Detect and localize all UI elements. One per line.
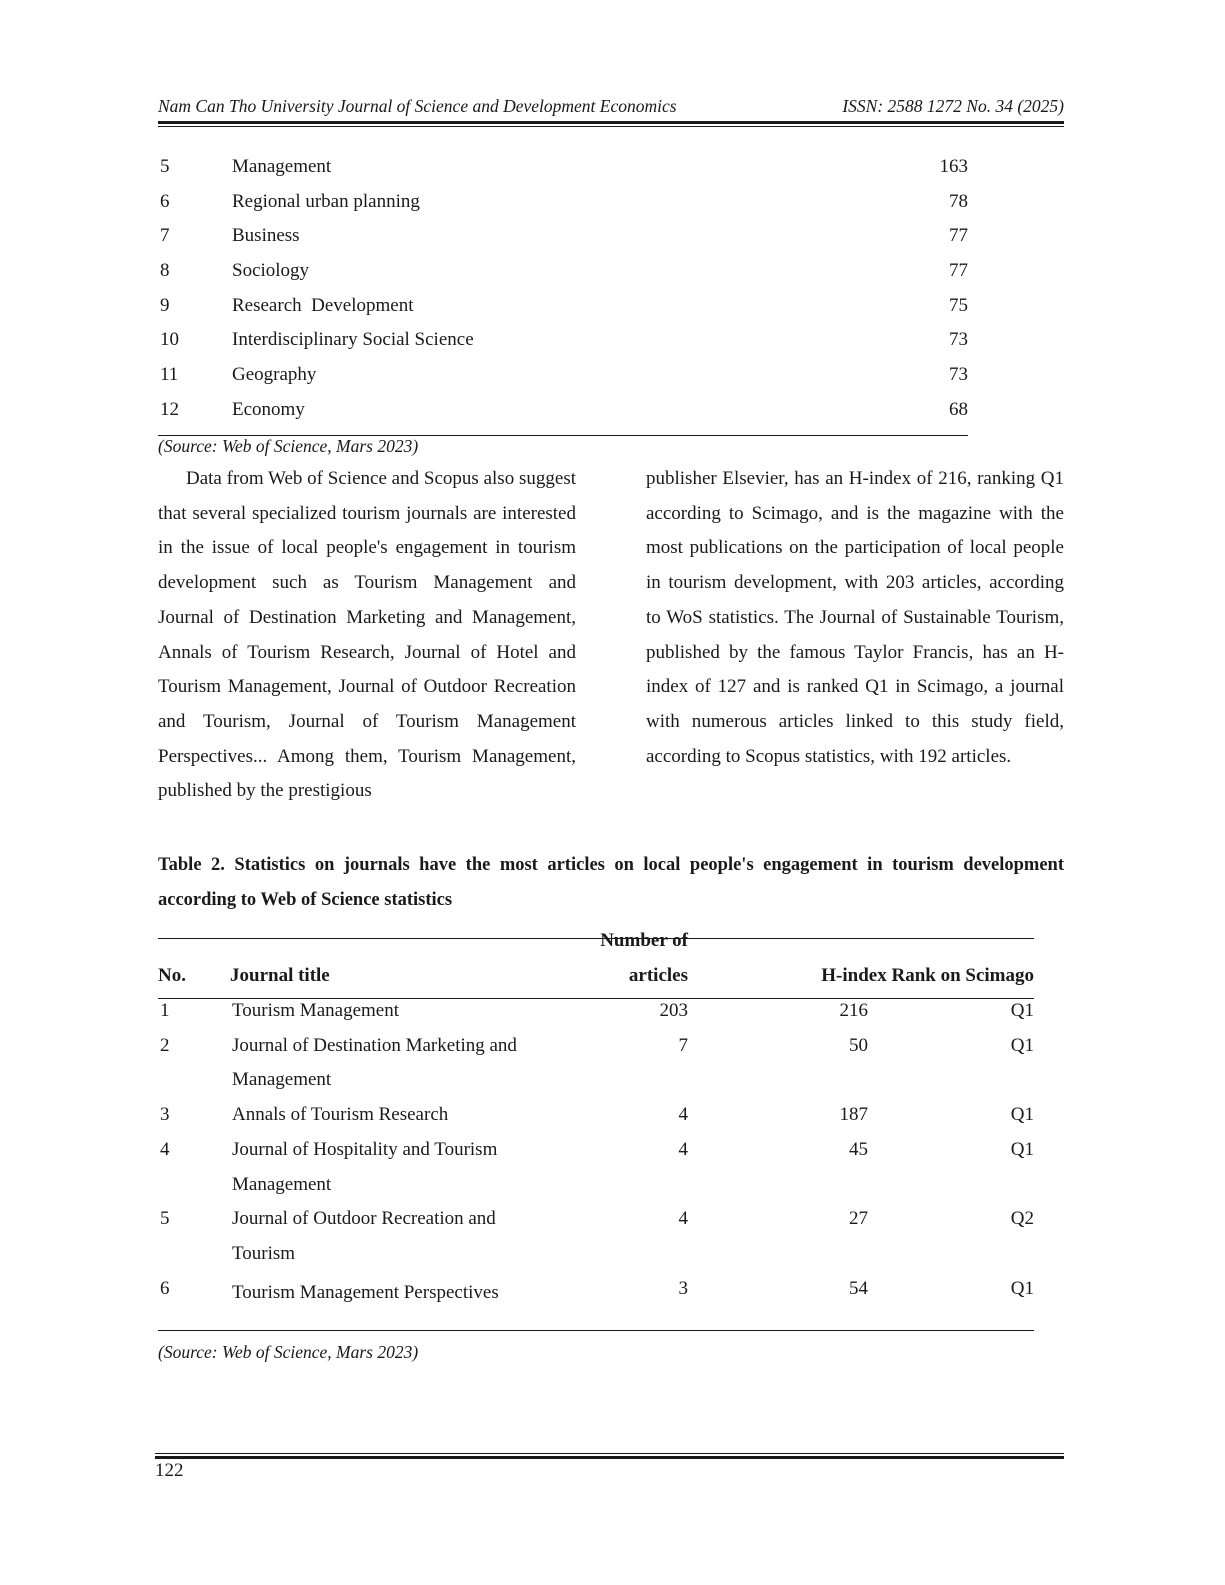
table2-hindex: 187 bbox=[839, 1104, 868, 1126]
table2-articles: 4 bbox=[678, 1138, 688, 1160]
table2-hindex: 54 bbox=[849, 1277, 868, 1299]
table1-no: 7 bbox=[160, 225, 170, 247]
table2-journal: Tourism Management Perspectives bbox=[232, 1281, 499, 1303]
table2-no: 4 bbox=[160, 1138, 170, 1160]
table1-row bbox=[158, 219, 968, 254]
footer-rule-thin bbox=[155, 1453, 1064, 1454]
table1-field: Research Development bbox=[232, 294, 414, 316]
table1-field: Sociology bbox=[232, 260, 310, 282]
table1-count: 78 bbox=[949, 190, 968, 212]
table1-row bbox=[158, 289, 968, 324]
table1-count: 163 bbox=[939, 156, 968, 177]
table2-articles: 3 bbox=[678, 1277, 688, 1299]
table2-no: 6 bbox=[160, 1277, 170, 1299]
table2-hindex: 50 bbox=[849, 1034, 868, 1056]
table2-journal: Journal of Destination Marketing and Management bbox=[232, 1034, 517, 1091]
table1-no: 5 bbox=[160, 156, 170, 177]
table1-no: 9 bbox=[160, 294, 170, 316]
table1-count: 68 bbox=[949, 398, 968, 420]
table2-source: (Source: Web of Science, Mars 2023) bbox=[158, 1342, 419, 1362]
table2-no: 3 bbox=[160, 1104, 170, 1126]
table1-field: Interdisciplinary Social Science bbox=[232, 329, 474, 351]
table2-rank: Q1 bbox=[1010, 1138, 1034, 1160]
table2-journal: Tourism Management bbox=[232, 1000, 399, 1021]
table2-header-articles-2: articles bbox=[628, 965, 688, 986]
table1-field: Regional urban planning bbox=[232, 190, 420, 212]
table2-rank: Q1 bbox=[1010, 1000, 1034, 1021]
table1-source: (Source: Web of Science, Mars 2023) bbox=[158, 436, 419, 456]
table2-no: 5 bbox=[160, 1208, 170, 1230]
table1-no: 8 bbox=[160, 260, 170, 282]
header-rule-thin bbox=[158, 126, 1064, 127]
table2-no: 1 bbox=[160, 1000, 170, 1021]
journal-name: Nam Can Tho University Journal of Science and Development Economics bbox=[158, 96, 677, 116]
table1-count: 75 bbox=[949, 294, 968, 316]
table1-count: 77 bbox=[949, 225, 968, 247]
issn-issue: ISSN: 2588 1272 No. 34 (2025) bbox=[842, 96, 1064, 116]
table2-rank: Q1 bbox=[1010, 1277, 1034, 1299]
table1-no: 11 bbox=[160, 364, 179, 386]
body-paragraph: publisher Elsevier, has an H-index of 216, ranking Q1 according to Scimago, and is the magazine with the most publications on the participation of local people in tourism development, with 203 articles, according to WoS statistics. The Journal of Sustainable Tourism, published by the famous Taylor Francis, has an H-index of 127 and is ranked Q1 in Scimago, a journal with numerous articles linked to this study field, according to Scopus statistics, with 192 articles. bbox=[646, 468, 1064, 767]
table1-row bbox=[158, 185, 968, 220]
table1-row bbox=[158, 358, 968, 393]
table2-rank: Q1 bbox=[1010, 1104, 1034, 1126]
table1-row bbox=[158, 323, 968, 358]
table1-field: Business bbox=[232, 225, 300, 247]
table2-hindex: 27 bbox=[849, 1208, 868, 1230]
table1-row bbox=[158, 254, 968, 289]
table2-bottom-rule bbox=[158, 1330, 1034, 1331]
table1-row bbox=[158, 150, 968, 185]
header-rule-thick bbox=[158, 121, 1064, 124]
table2-header-title: Journal title bbox=[230, 965, 330, 986]
table2-header-no: No. bbox=[158, 965, 186, 986]
table2-rank: Q1 bbox=[1010, 1034, 1034, 1056]
table2-journal: Journal of Outdoor Recreation and Tourism bbox=[232, 1208, 496, 1264]
table2-journal: Journal of Hospitality and Tourism Management bbox=[232, 1138, 498, 1195]
body-column-right bbox=[646, 462, 1064, 774]
table2-header-articles-1: Number of bbox=[600, 930, 688, 951]
table2-articles: 4 bbox=[678, 1104, 688, 1126]
table2-caption: Table 2. Statistics on journals have the most articles on local people's engagement in tourism development according to Web of Science statistics bbox=[158, 855, 1064, 910]
body-paragraph: Data from Web of Science and Scopus also suggest that several specialized tourism journals are interested in the issue of local people's engagement in tourism development such as Tourism Management and Journal of Destination Marketing and Management, Annals of Tourism Research, Journal of Hotel and Tourism Management, Journal of Outdoor Recreation and Tourism, Journal of Tourism Management Perspectives... Among them, Tourism Management, published by the prestigious bbox=[158, 468, 576, 802]
table2-rank: Q2 bbox=[1010, 1208, 1034, 1230]
table2-no: 2 bbox=[160, 1034, 170, 1056]
table2-articles: 203 bbox=[659, 1000, 688, 1021]
table1-field: Economy bbox=[232, 398, 305, 420]
page-number: 122 bbox=[155, 1460, 184, 1481]
footer-rule-thick bbox=[155, 1456, 1064, 1459]
table2-articles: 7 bbox=[678, 1034, 688, 1056]
table1-count: 73 bbox=[949, 364, 968, 386]
table2-articles: 4 bbox=[678, 1208, 688, 1230]
table2-hindex: 216 bbox=[839, 1000, 868, 1021]
table2-journal: Annals of Tourism Research bbox=[232, 1104, 449, 1126]
table1-no: 10 bbox=[160, 329, 179, 351]
body-column-left bbox=[158, 462, 576, 809]
table1-row bbox=[158, 393, 968, 428]
table1-count: 73 bbox=[949, 329, 968, 351]
table1-no: 12 bbox=[160, 398, 179, 420]
table1-field: Management bbox=[232, 156, 332, 177]
table2-hindex: 45 bbox=[849, 1138, 868, 1160]
table1-field: Geography bbox=[232, 364, 317, 386]
table1-count: 77 bbox=[949, 260, 968, 282]
table2-header-hindex-rank: H-index Rank on Scimago bbox=[821, 965, 1034, 986]
table1-no: 6 bbox=[160, 190, 170, 212]
table1 bbox=[158, 150, 968, 428]
